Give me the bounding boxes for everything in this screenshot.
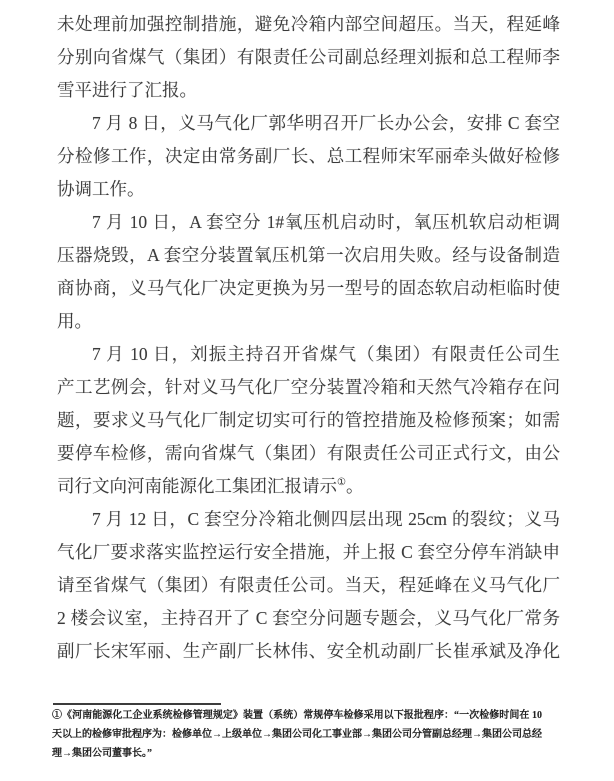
body-line: 2 楼会议室，主持召开了 C 套空分问题专题会，义马气化厂常务 [57, 608, 560, 628]
body-line: 商协商，义马气化厂决定更换为另一型号的固态软启动柜临时使 [57, 278, 560, 298]
body-line: 7 月 8 日，义马气化厂郭华明召开厂长办公会，安排 C 套空 [92, 113, 560, 133]
body-line: 要停车检修，需向省煤气（集团）有限责任公司正式行文，由公 [57, 443, 560, 463]
body-line: 气化厂要求落实监控运行安全措施，并上报 C 套空分停车消缺申 [57, 542, 560, 562]
footnote-divider [53, 703, 221, 705]
body-line: 产工艺例会，针对义马气化厂空分装置冷箱和天然气冷箱存在问 [57, 377, 560, 397]
body-line: 压器烧毁，A 套空分装置氧压机第一次启用失败。经与设备制造 [57, 245, 560, 265]
body-line: 请至省煤气（集团）有限责任公司。当天，程延峰在义马气化厂 [57, 575, 560, 595]
footnote-block [52, 706, 542, 763]
body-text-block [57, 8, 560, 668]
body-line-text: 司行文向河南能源化工集团汇报请示 [57, 476, 337, 496]
body-line: 7 月 12 日，C 套空分冷箱北侧四层出现 25cm 的裂纹；义马 [92, 509, 560, 529]
body-line: 7 月 10 日，刘振主持召开省煤气（集团）有限责任公司生 [92, 344, 560, 364]
footnote-reference-marker: ① [337, 477, 346, 489]
body-line: 雪平进行了汇报。 [57, 80, 197, 100]
footnote-line: 天以上的检修审批程序为：检修单位→上级单位→集团公司化工事业部→集团公司分管副总经理→集团公司总经 [52, 729, 542, 740]
body-line: 分别向省煤气（集团）有限责任公司副总经理刘振和总工程师李 [57, 47, 560, 67]
body-line-text: 。 [345, 476, 364, 496]
body-line: 协调工作。 [57, 179, 145, 199]
footnote-line: ①《河南能源化工企业系统检修管理规定》装置（系统）常规停车检修采用以下报批程序：“一次检修时间在 10 [52, 710, 542, 721]
body-line: 分检修工作，决定由常务副厂长、总工程师宋军丽牵头做好检修 [57, 146, 560, 166]
body-line: 用。 [57, 311, 92, 331]
body-line: 副厂长宋军丽、生产副厂长林伟、安全机动副厂长崔承斌及净化 [57, 641, 560, 661]
body-line [57, 470, 560, 503]
footnote-line: 理→集团公司董事长。” [52, 748, 152, 759]
body-line: 未处理前加强控制措施，避免冷箱内部空间超压。当天，程延峰 [57, 14, 560, 34]
body-line: 7 月 10 日，A 套空分 1#氧压机启动时，氧压机软启动柜调 [92, 212, 560, 232]
body-line: 题，要求义马气化厂制定切实可行的管控措施及检修预案；如需 [57, 410, 560, 430]
